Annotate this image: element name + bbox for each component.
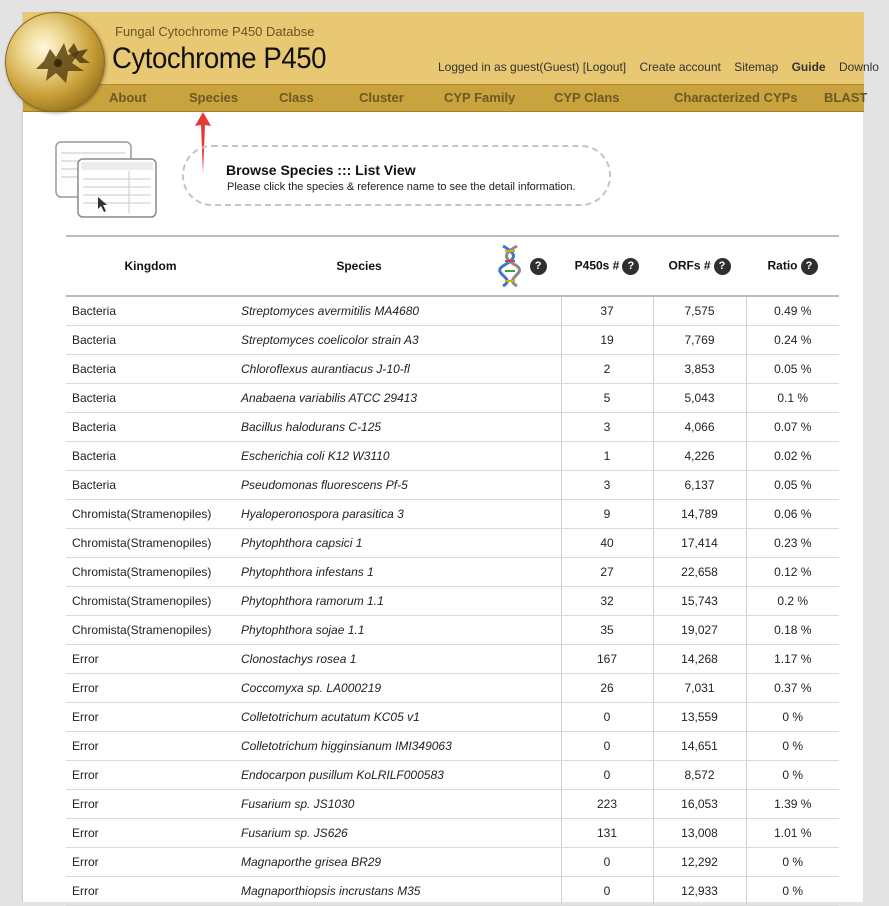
species-table — [66, 235, 839, 906]
ratio-cell: 0.07 % — [746, 412, 839, 441]
dna-cell — [483, 876, 561, 905]
orfs-cell: 13,008 — [653, 818, 746, 847]
orfs-cell: 15,743 — [653, 586, 746, 615]
orfs-help-icon[interactable]: ? — [714, 258, 731, 275]
ratio-cell: 0.37 % — [746, 673, 839, 702]
species-table-body — [66, 296, 839, 905]
p450s-cell: 2 — [561, 354, 653, 383]
species-link[interactable]: Colletotrichum higginsianum IMI349063 — [235, 731, 483, 760]
orfs-cell: 5,043 — [653, 383, 746, 412]
page-container — [22, 12, 879, 902]
kingdom-cell: Bacteria — [66, 354, 235, 383]
p450s-cell: 5 — [561, 383, 653, 412]
browse-info-box — [182, 145, 611, 206]
kingdom-cell: Chromista(Stramenopiles) — [66, 615, 235, 644]
kingdom-cell: Bacteria — [66, 470, 235, 499]
ratio-cell: 0.24 % — [746, 325, 839, 354]
orfs-cell: 22,658 — [653, 557, 746, 586]
kingdom-cell: Bacteria — [66, 383, 235, 412]
kingdom-cell: Bacteria — [66, 296, 235, 325]
nav-class[interactable]: Class — [279, 90, 314, 105]
ratio-cell: 0.06 % — [746, 499, 839, 528]
dna-cell — [483, 673, 561, 702]
ratio-cell: 0.05 % — [746, 470, 839, 499]
dna-cell — [483, 731, 561, 760]
p450s-cell: 223 — [561, 789, 653, 818]
ratio-cell: 0.23 % — [746, 528, 839, 557]
species-link[interactable]: Fusarium sp. JS1030 — [235, 789, 483, 818]
dna-cell — [483, 702, 561, 731]
nav-blast[interactable]: BLAST — [824, 90, 868, 105]
ratio-cell: 0 % — [746, 731, 839, 760]
ratio-cell: 0 % — [746, 876, 839, 905]
table-row — [66, 499, 839, 528]
nav-cluster[interactable]: Cluster — [359, 90, 404, 105]
p450s-cell: 0 — [561, 760, 653, 789]
browse-title: Browse Species ::: List View — [226, 162, 416, 178]
p450s-cell: 3 — [561, 470, 653, 499]
browse-instructions: Please click the species & reference name to see the detail information. — [227, 181, 576, 193]
dna-cell — [483, 441, 561, 470]
nav-cyp-clans[interactable]: CYP Clans — [554, 90, 620, 105]
table-row — [66, 760, 839, 789]
table-row — [66, 847, 839, 876]
dna-cell — [483, 470, 561, 499]
orfs-cell: 3,853 — [653, 354, 746, 383]
table-row — [66, 354, 839, 383]
species-link[interactable]: Phytophthora infestans 1 — [235, 557, 483, 586]
orfs-cell: 19,027 — [653, 615, 746, 644]
dna-cell — [483, 383, 561, 412]
dna-cell — [483, 644, 561, 673]
p450s-cell: 0 — [561, 731, 653, 760]
ratio-cell: 1.39 % — [746, 789, 839, 818]
dna-cell — [483, 760, 561, 789]
dna-cell — [483, 296, 561, 325]
orfs-cell: 7,575 — [653, 296, 746, 325]
download-link[interactable]: Downlo — [838, 60, 879, 74]
table-row — [66, 557, 839, 586]
p450s-cell: 27 — [561, 557, 653, 586]
species-table-container — [66, 235, 839, 906]
p450s-cell: 37 — [561, 296, 653, 325]
guide-link[interactable]: Guide — [791, 60, 826, 74]
species-link[interactable]: Magnaporthe grisea BR29 — [235, 847, 483, 876]
kingdom-cell: Error — [66, 818, 235, 847]
p450s-cell: 19 — [561, 325, 653, 354]
orfs-cell: 4,226 — [653, 441, 746, 470]
orfs-cell: 12,292 — [653, 847, 746, 876]
orfs-cell: 14,789 — [653, 499, 746, 528]
kingdom-cell: Bacteria — [66, 325, 235, 354]
table-row — [66, 673, 839, 702]
p450s-cell: 40 — [561, 528, 653, 557]
site-subtitle: Fungal Cytochrome P450 Databse — [115, 24, 315, 39]
dna-icon — [497, 244, 523, 288]
table-row — [66, 615, 839, 644]
table-row — [66, 441, 839, 470]
dna-cell — [483, 325, 561, 354]
dna-cell — [483, 528, 561, 557]
kingdom-cell: Chromista(Stramenopiles) — [66, 586, 235, 615]
dna-cell — [483, 586, 561, 615]
species-link[interactable]: Clonostachys rosea 1 — [235, 644, 483, 673]
species-link[interactable]: Phytophthora ramorum 1.1 — [235, 586, 483, 615]
p450s-cell: 26 — [561, 673, 653, 702]
kingdom-cell: Chromista(Stramenopiles) — [66, 557, 235, 586]
orfs-cell: 7,769 — [653, 325, 746, 354]
orfs-cell: 12,933 — [653, 876, 746, 905]
header-dna — [483, 236, 561, 296]
header-ratio[interactable]: Ratio ? — [746, 236, 839, 296]
header-species[interactable]: Species — [235, 236, 483, 296]
p450s-cell: 0 — [561, 702, 653, 731]
table-row — [66, 528, 839, 557]
dna-cell — [483, 818, 561, 847]
orfs-cell: 8,572 — [653, 760, 746, 789]
header-p450s[interactable]: P450s # ? — [561, 236, 653, 296]
table-row — [66, 383, 839, 412]
kingdom-cell: Error — [66, 847, 235, 876]
list-view-icon — [53, 137, 163, 222]
species-link[interactable]: Bacillus halodurans C-125 — [235, 412, 483, 441]
ratio-cell: 0.12 % — [746, 557, 839, 586]
dna-help-icon[interactable]: ? — [530, 258, 547, 275]
orfs-cell: 14,268 — [653, 644, 746, 673]
table-row — [66, 876, 839, 905]
ratio-cell: 0.05 % — [746, 354, 839, 383]
species-link[interactable]: Pseudomonas fluorescens Pf-5 — [235, 470, 483, 499]
dna-cell — [483, 499, 561, 528]
dna-cell — [483, 789, 561, 818]
nav-about[interactable]: About — [109, 90, 147, 105]
p450s-cell: 32 — [561, 586, 653, 615]
species-link[interactable]: Endocarpon pusillum KoLRILF000583 — [235, 760, 483, 789]
kingdom-cell: Error — [66, 673, 235, 702]
user-links — [438, 60, 889, 74]
species-link[interactable]: Coccomyxa sp. LA000219 — [235, 673, 483, 702]
species-link[interactable]: Streptomyces avermitilis MA4680 — [235, 296, 483, 325]
dna-cell — [483, 557, 561, 586]
orfs-cell: 4,066 — [653, 412, 746, 441]
create-account-link[interactable]: Create account — [639, 60, 721, 74]
ratio-help-icon[interactable]: ? — [801, 258, 818, 275]
kingdom-cell: Error — [66, 760, 235, 789]
table-row — [66, 702, 839, 731]
site-title[interactable]: Cytochrome P450 — [112, 42, 327, 75]
dna-cell — [483, 354, 561, 383]
p450s-cell: 3 — [561, 412, 653, 441]
ratio-cell: 0 % — [746, 847, 839, 876]
table-row — [66, 586, 839, 615]
sitemap-link[interactable]: Sitemap — [734, 60, 779, 74]
kingdom-cell: Bacteria — [66, 441, 235, 470]
species-link[interactable]: Fusarium sp. JS626 — [235, 818, 483, 847]
orfs-cell: 17,414 — [653, 528, 746, 557]
kingdom-cell: Error — [66, 731, 235, 760]
table-header-row — [66, 236, 839, 296]
table-row — [66, 325, 839, 354]
dna-cell — [483, 847, 561, 876]
header-kingdom[interactable]: Kingdom — [66, 236, 235, 296]
ratio-cell: 0.18 % — [746, 615, 839, 644]
p450s-cell: 131 — [561, 818, 653, 847]
orfs-cell: 7,031 — [653, 673, 746, 702]
p450s-cell: 35 — [561, 615, 653, 644]
nav-species[interactable]: Species — [189, 90, 239, 105]
kingdom-cell: Error — [66, 644, 235, 673]
species-link[interactable]: Colletotrichum acutatum KC05 v1 — [235, 702, 483, 731]
table-row — [66, 644, 839, 673]
dna-cell — [483, 615, 561, 644]
login-status-link[interactable]: Logged in as guest(Guest) [Logout] — [438, 60, 627, 74]
table-row — [66, 470, 839, 499]
orfs-cell: 6,137 — [653, 470, 746, 499]
kingdom-cell: Bacteria — [66, 412, 235, 441]
species-link[interactable]: Chloroflexus aurantiacus J-10-fl — [235, 354, 483, 383]
species-link[interactable]: Hyaloperonospora parasitica 3 — [235, 499, 483, 528]
kingdom-cell: Error — [66, 789, 235, 818]
table-row — [66, 731, 839, 760]
species-link[interactable]: Magnaporthiopsis incrustans M35 — [235, 876, 483, 905]
orfs-cell: 13,559 — [653, 702, 746, 731]
species-link[interactable]: Escherichia coli K12 W3110 — [235, 441, 483, 470]
fungal-logo-icon[interactable] — [5, 12, 105, 112]
header-orfs[interactable]: ORFs # ? — [653, 236, 746, 296]
p450s-help-icon[interactable]: ? — [622, 258, 639, 275]
orfs-cell: 16,053 — [653, 789, 746, 818]
ratio-cell: 1.17 % — [746, 644, 839, 673]
dna-cell — [483, 412, 561, 441]
ratio-cell: 0.02 % — [746, 441, 839, 470]
ratio-cell: 0.1 % — [746, 383, 839, 412]
p450s-cell: 9 — [561, 499, 653, 528]
table-row — [66, 412, 839, 441]
ratio-cell: 0 % — [746, 760, 839, 789]
browser-top-strip — [0, 0, 863, 12]
species-link[interactable]: Phytophthora sojae 1.1 — [235, 615, 483, 644]
table-row — [66, 818, 839, 847]
p450s-cell: 0 — [561, 876, 653, 905]
kingdom-cell: Chromista(Stramenopiles) — [66, 499, 235, 528]
p450s-cell: 1 — [561, 441, 653, 470]
kingdom-cell: Chromista(Stramenopiles) — [66, 528, 235, 557]
nav-cyp-family[interactable]: CYP Family — [444, 90, 516, 105]
p450s-cell: 0 — [561, 847, 653, 876]
p450s-cell: 167 — [561, 644, 653, 673]
kingdom-cell: Error — [66, 876, 235, 905]
species-link[interactable]: Anabaena variabilis ATCC 29413 — [235, 383, 483, 412]
species-link[interactable]: Phytophthora capsici 1 — [235, 528, 483, 557]
ratio-cell: 0.49 % — [746, 296, 839, 325]
kingdom-cell: Error — [66, 702, 235, 731]
nav-characterized-cyps[interactable]: Characterized CYPs — [674, 90, 798, 105]
ratio-cell: 0 % — [746, 702, 839, 731]
table-row — [66, 789, 839, 818]
ratio-cell: 0.2 % — [746, 586, 839, 615]
orfs-cell: 14,651 — [653, 731, 746, 760]
species-link[interactable]: Streptomyces coelicolor strain A3 — [235, 325, 483, 354]
table-row — [66, 296, 839, 325]
ratio-cell: 1.01 % — [746, 818, 839, 847]
